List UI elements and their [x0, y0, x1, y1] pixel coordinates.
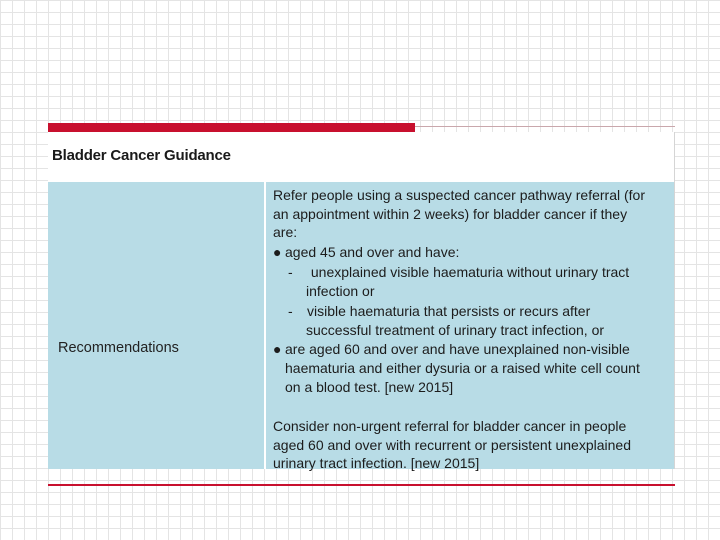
- bottom-accent-line: [48, 484, 675, 486]
- guidance-table: [48, 132, 675, 469]
- bullet-icon: ●: [273, 341, 282, 357]
- bullet-icon: ●: [273, 244, 282, 260]
- consider-line: Consider non-urgent referral for bladder cancer in people: [273, 418, 627, 434]
- bullet-continuation: haematuria and either dysuria or a raised white cell count: [285, 360, 640, 376]
- sub-item-persistent-haematuria: [288, 302, 668, 321]
- top-accent-bar: [48, 123, 415, 132]
- intro-line: an appointment within 2 weeks) for bladder cancer if they: [273, 205, 628, 222]
- dash-icon: -: [288, 264, 293, 280]
- bullet-item-age-60: [273, 340, 673, 359]
- sub-item-text: visible haematuria that persists or recurs after: [307, 303, 591, 319]
- consider-paragraph: [273, 417, 673, 473]
- row-label-cell: [48, 182, 266, 469]
- sub-item-continuation: successful treatment of urinary tract infection, or: [306, 322, 605, 338]
- table-title: Bladder Cancer Guidance: [52, 147, 231, 164]
- table-title-row: [48, 132, 674, 182]
- sub-item-text: unexplained visible haematuria without urinary tract: [307, 264, 630, 280]
- recommendations-row: [48, 182, 674, 469]
- intro-line: are:: [273, 224, 298, 240]
- intro-line: Refer people using a suspected cancer pathway referral (for: [273, 187, 645, 203]
- recommendation-text-cell: [266, 182, 670, 469]
- bullet-continuation: on a blood test. [new 2015]: [285, 379, 454, 395]
- consider-line: aged 60 and over with recurrent or persistent unexplained: [273, 436, 631, 453]
- bullet-text: aged 45 and over and have:: [285, 244, 460, 260]
- intro-paragraph: [273, 186, 673, 242]
- dash-icon: -: [288, 303, 293, 319]
- row-label: Recommendations: [58, 340, 179, 356]
- sub-item-continuation: infection or: [306, 283, 375, 299]
- bullet-text: are aged 60 and over and have unexplained non-visible: [285, 341, 630, 357]
- top-divider-line: [415, 126, 675, 127]
- bullet-item-age-45: [273, 243, 673, 262]
- sub-item-visible-haematuria: [288, 263, 668, 282]
- consider-line: urinary tract infection. [new 2015]: [273, 455, 480, 471]
